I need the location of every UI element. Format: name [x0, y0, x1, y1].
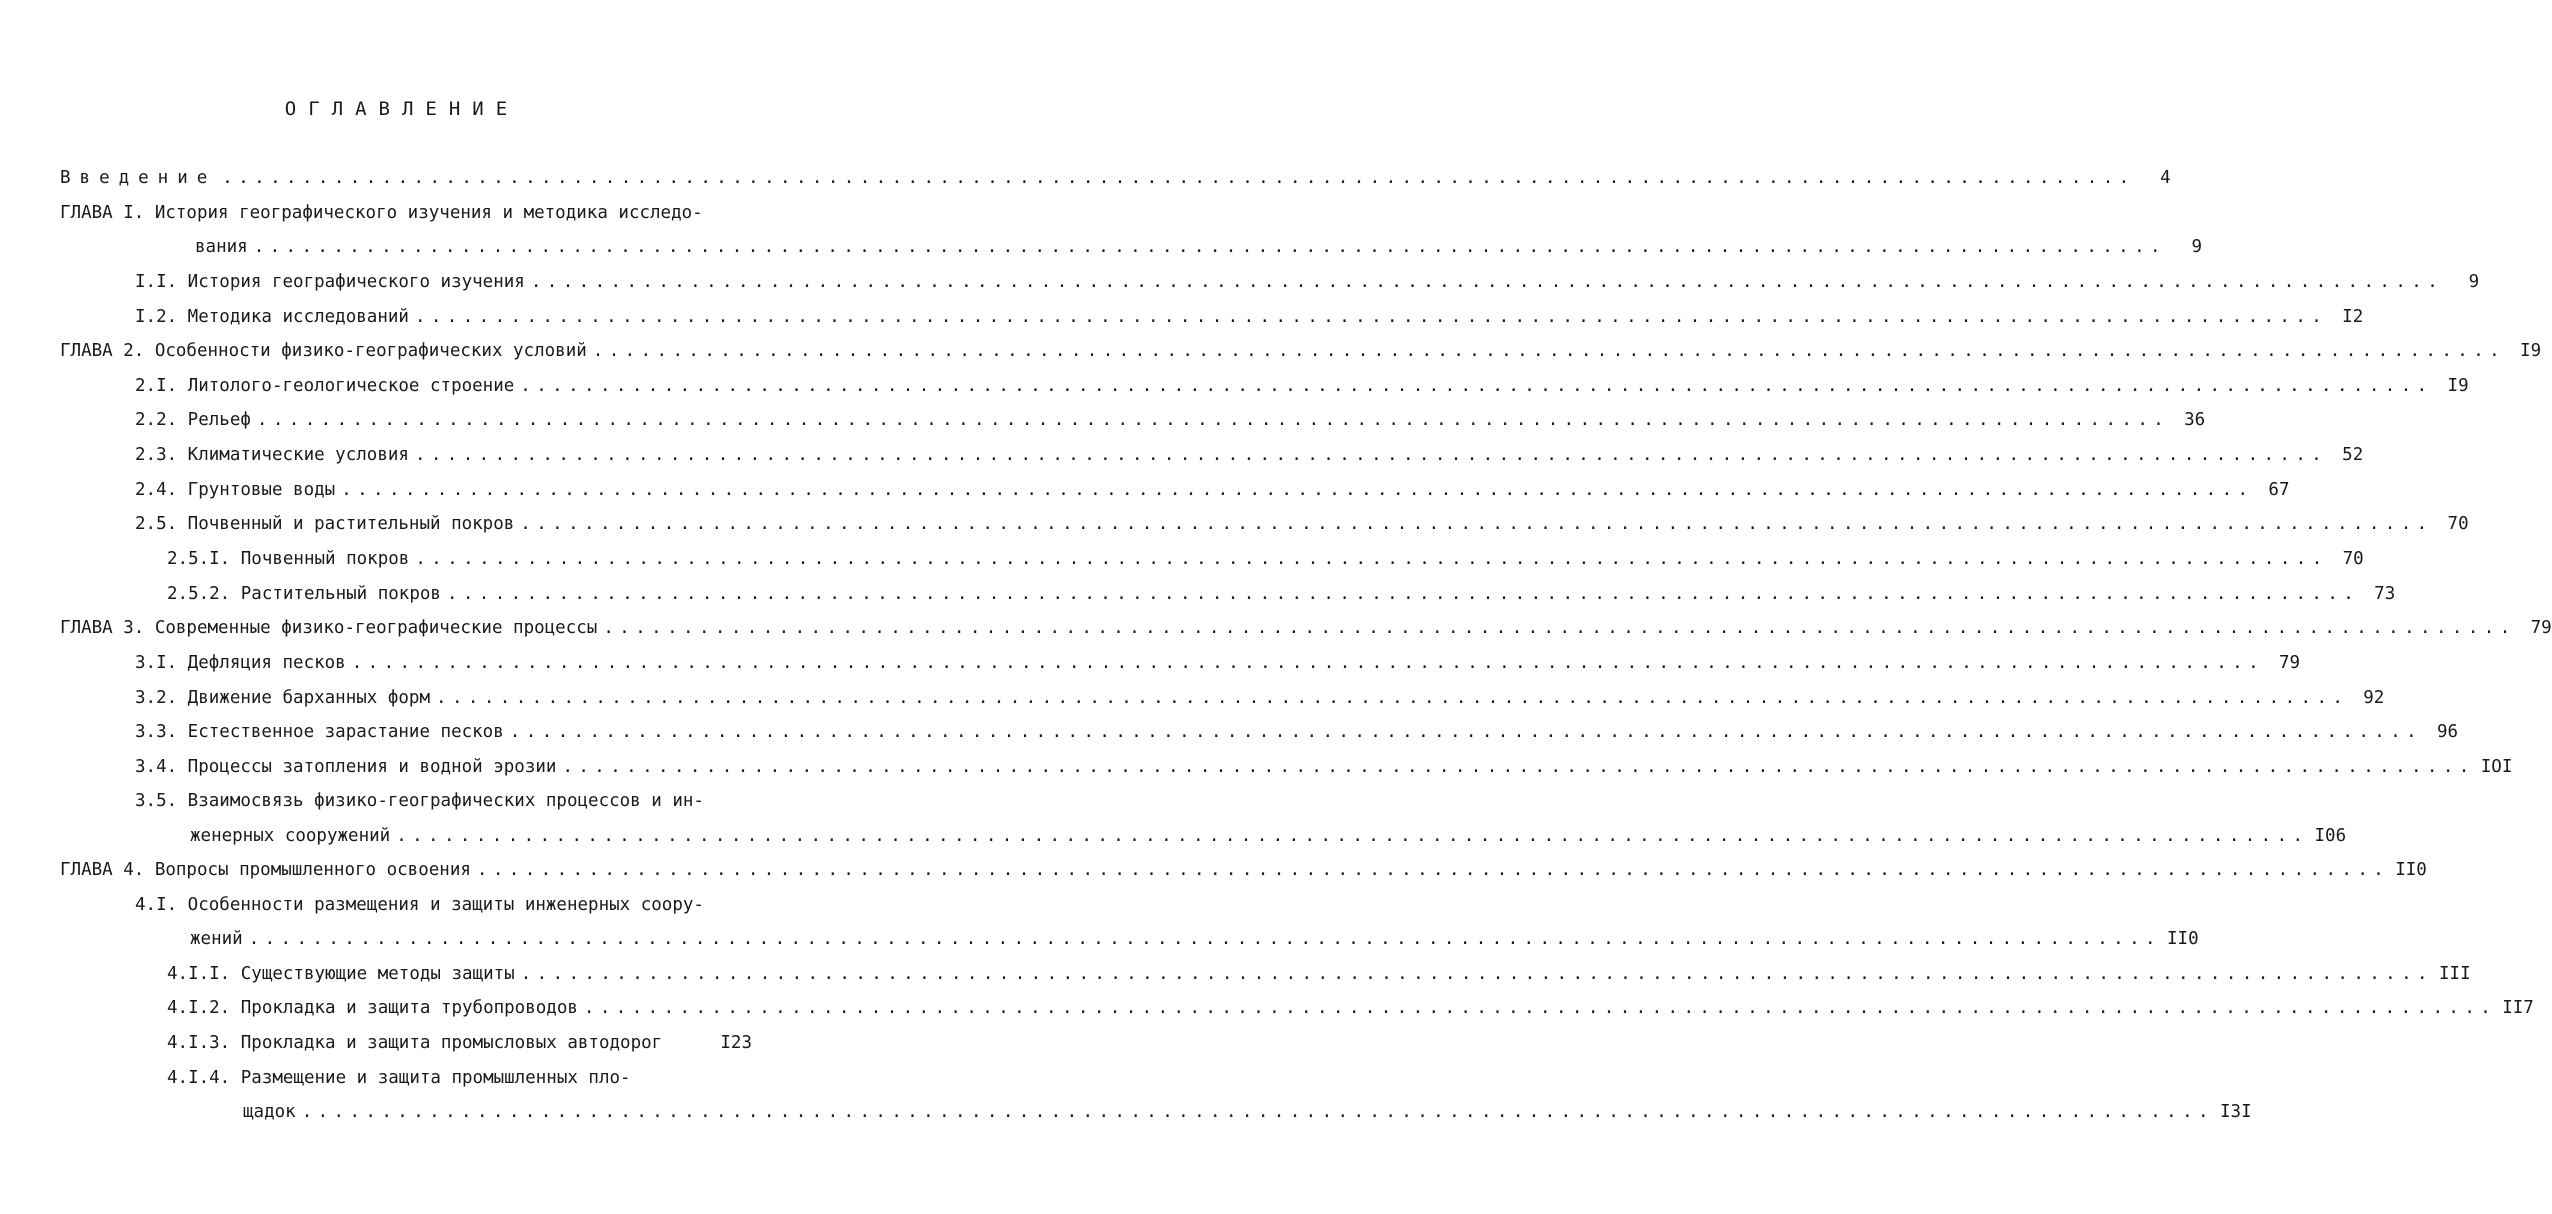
- dot-leader: ........................................................................................................................: [301, 1102, 2214, 1122]
- toc-page-number: IOI: [2480, 757, 2513, 777]
- toc-entry: [190, 929, 2199, 955]
- toc-entry: [135, 653, 2301, 679]
- toc-entry: [167, 998, 2534, 1024]
- toc-page-number: 70: [2342, 549, 2364, 569]
- dot-leader: ........................................................................................................................: [414, 445, 2328, 465]
- toc-entry: [135, 445, 2364, 471]
- dot-leader: ........................................................................................................................: [446, 584, 2360, 604]
- toc-entry-label: 2.5.2. Растительный покров: [167, 584, 441, 604]
- toc-entry: [167, 1033, 752, 1059]
- toc-entry-label: 2.4. Грунтовые воды: [135, 480, 336, 500]
- toc-entry: [135, 688, 2385, 714]
- dot-leader: ........................................................................................................................: [341, 480, 2254, 500]
- toc-page-number: I23: [720, 1033, 752, 1053]
- dot-leader: ........................................................................................................................: [248, 929, 2161, 949]
- toc-entry-label: вания: [195, 237, 248, 257]
- dot-leader: ........................................................................................................................: [583, 998, 2497, 1018]
- toc-entry-label: 3.2. Движение барханных форм: [135, 688, 431, 708]
- toc-entry: [135, 272, 2480, 298]
- toc-entry-label: 4.I. Особенности размещения и защиты инженерных соору-: [135, 895, 704, 915]
- toc-entry: [243, 1102, 2252, 1128]
- dot-leader: ........................................................................................................................: [476, 860, 2390, 880]
- toc-entry: [135, 791, 752, 817]
- dot-leader: ........................................................................................................................: [592, 341, 2506, 361]
- toc-entry-label: 4.I.2. Прокладка и защита трубопроводов: [167, 998, 578, 1018]
- dot-leader: ........................................................................................................................: [222, 168, 2135, 188]
- toc-entry: [135, 410, 2206, 436]
- toc-entry-label: 4.I.I. Существующие методы защиты: [167, 964, 515, 984]
- dot-leader: ........................................................................................................................: [520, 514, 2433, 534]
- dot-leader: ........................................................................................................................: [396, 826, 2309, 846]
- toc-entry-label: 3.3. Естественное зарастание песков: [135, 722, 504, 742]
- toc-entry-label: 2.2. Рельеф: [135, 410, 251, 430]
- toc-entry-label: 3.4. Процессы затопления и водной эрозии: [135, 757, 557, 777]
- dot-leader: ........................................................................................................................: [256, 410, 2170, 430]
- toc-entry-label: ГЛАВА 4. Вопросы промышленного освоения: [60, 860, 471, 880]
- toc-page-number: I2: [2342, 307, 2364, 327]
- toc-entry-label: Введение: [60, 168, 217, 188]
- toc-entry: [60, 618, 2552, 644]
- toc-entry: [167, 549, 2364, 575]
- toc-page-number: 73: [2374, 584, 2396, 604]
- toc-entry-label: жений: [190, 929, 243, 949]
- dot-leader: ........................................................................................................................: [351, 653, 2265, 673]
- toc-page-number: I9: [2520, 341, 2542, 361]
- toc-page-number: II0: [2395, 860, 2427, 880]
- toc-page-number: 67: [2268, 480, 2290, 500]
- toc-page-number: 92: [2363, 688, 2385, 708]
- toc-page-number: 4: [2160, 168, 2171, 188]
- toc-entry-label: ГЛАВА 2. Особенности физико-географических условий: [60, 341, 587, 361]
- toc-entry-label: 4.I.3. Прокладка и защита промысловых автодорог: [167, 1033, 663, 1053]
- toc-entry-label: женерных сооружений: [190, 826, 391, 846]
- toc-entry: [135, 757, 2513, 783]
- toc-entry-label: I.I. История географического изучения: [135, 272, 525, 292]
- toc-entry-label: 2.3. Климатические условия: [135, 445, 409, 465]
- toc-entry: [60, 860, 2427, 886]
- toc-entry-label: ГЛАВА I. История географического изучения и методика исследо-: [60, 203, 703, 223]
- toc-entry: [135, 307, 2364, 333]
- dot-leader: ........................................................................................................................: [520, 964, 2433, 984]
- toc-entry-label: 3.I. Дефляция песков: [135, 653, 346, 673]
- toc-page-number: 79: [2530, 618, 2552, 638]
- toc-entry: [190, 826, 2347, 852]
- toc-entry: [135, 480, 2290, 506]
- toc-page-number: III: [2439, 964, 2471, 984]
- dot-leader: ........................................................................................................................: [253, 237, 2166, 257]
- toc-entry: [60, 203, 752, 229]
- toc-entry: [195, 237, 2202, 263]
- toc-entry-label: 3.5. Взаимосвязь физико-географических процессов и ин-: [135, 791, 704, 811]
- dot-leader: ........................................................................................................................: [603, 618, 2516, 638]
- toc-entry-label: 2.5. Почвенный и растительный покров: [135, 514, 515, 534]
- dot-leader: ........................................................................................................................: [415, 549, 2328, 569]
- toc-entry: [135, 722, 2459, 748]
- dot-leader: ........................................................................................................................: [562, 757, 2475, 777]
- toc-page-number: 36: [2184, 410, 2206, 430]
- toc-page-number: 52: [2342, 445, 2364, 465]
- toc-entry: [135, 895, 752, 921]
- toc-entry: [135, 376, 2469, 402]
- toc-page-number: 70: [2447, 514, 2469, 534]
- toc-page-number: 9: [2191, 237, 2202, 257]
- toc-page-number: II0: [2167, 929, 2199, 949]
- toc-entry: [167, 964, 2471, 990]
- toc-page-number: II7: [2502, 998, 2534, 1018]
- dot-leader: ........................................................................................................................: [530, 272, 2444, 292]
- toc-entry-label: 2.5.I. Почвенный покров: [167, 549, 410, 569]
- toc-entry: [167, 1068, 752, 1094]
- toc-page-number: I06: [2314, 826, 2347, 846]
- toc-page-number: I3I: [2220, 1102, 2252, 1122]
- page-title: ОГЛАВЛЕНИЕ: [284, 98, 520, 120]
- toc-entry-label: щадок: [243, 1102, 296, 1122]
- toc-entry: [60, 341, 2542, 367]
- toc-entry-label: 4.I.4. Размещение и защита промышленных пло-: [167, 1068, 631, 1088]
- toc-page-number: 96: [2437, 722, 2459, 742]
- dot-leader: ........................................................................................................................: [414, 307, 2328, 327]
- toc-entry-label: ГЛАВА 3. Современные физико-географические процессы: [60, 618, 598, 638]
- dot-leader: ........................................................................................................................: [509, 722, 2423, 742]
- toc-entry: [167, 584, 2396, 610]
- toc-page-number: 9: [2468, 272, 2480, 292]
- dot-leader: ........................................................................................................................: [520, 376, 2433, 396]
- toc-entry-label: I.2. Методика исследований: [135, 307, 409, 327]
- toc-page-number: I9: [2447, 376, 2469, 396]
- toc-page-number: 79: [2278, 653, 2301, 673]
- toc-entry: [135, 514, 2469, 540]
- toc-entry: [60, 168, 2171, 194]
- toc-entry-label: 2.I. Литолого-геологическое строение: [135, 376, 515, 396]
- dot-leader: ........................................................................................................................: [436, 688, 2349, 708]
